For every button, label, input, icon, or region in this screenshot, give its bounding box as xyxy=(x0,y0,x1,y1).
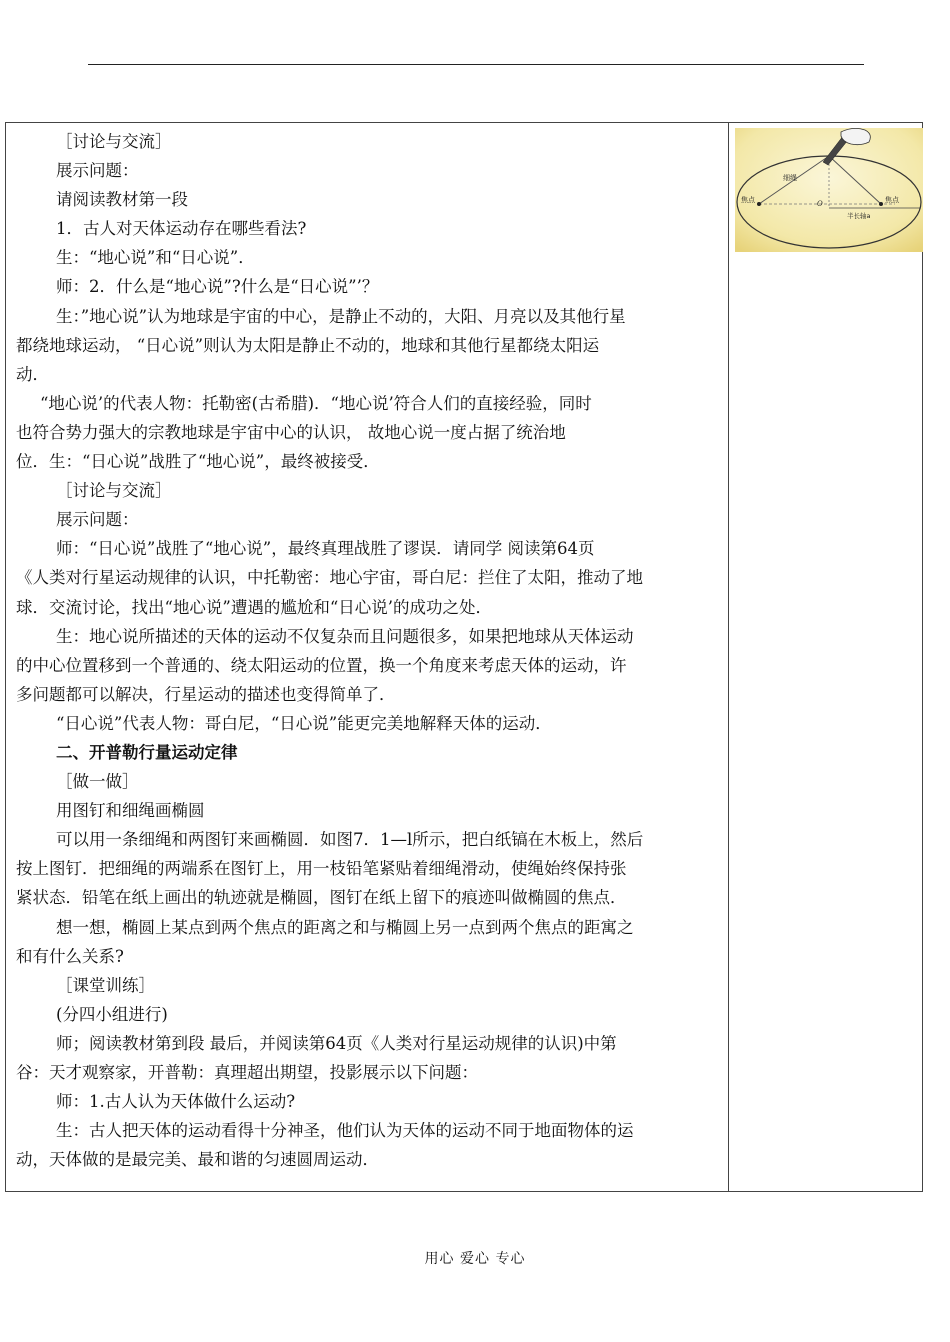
text-line: 可以用一条细绳和两图钉来画椭圆．如图7．1—l所示，把白纸镐在木板上，然后 xyxy=(56,830,644,850)
text-line: “地心说’的代表人物：托勒密(古希腊)．“地心说’符合人们的直接经验，同时 xyxy=(40,393,592,413)
text-line: 也符合势力强大的宗教地球是宇宙中心的认识， 故地心说一度占据了统治地 xyxy=(16,422,566,442)
text-line: 生：”地心说”认为地球是宇宙的中心，是静止不动的，大阳、月亮以及其他行星 xyxy=(56,306,626,326)
text-line: 按上图钉．把细绳的两端系在图钉上，用一枝铅笔紧贴着细绳滑动，使绳始终保持张 xyxy=(16,859,627,879)
header-rule xyxy=(88,64,864,65)
text-line: 1．古人对天体运动存在哪些看法? xyxy=(56,219,307,239)
ellipse-figure xyxy=(735,128,923,252)
focus-left-point xyxy=(757,202,761,206)
text-line: ［课堂训练］ xyxy=(56,975,155,995)
text-line: 用图钉和细绳画椭圆 xyxy=(56,801,205,821)
text-line: 展示问题： xyxy=(56,161,139,181)
page-footer: 用心 爱心 专心 xyxy=(424,1251,526,1267)
text-line: 球．交流讨论，找出“地心说”遭遇的尴尬和“日心说’的成功之处． xyxy=(16,597,493,617)
text-line: 多问题都可以解决，行星运动的描述也变得简单了． xyxy=(16,684,396,704)
text-line: ［讨论与交流］ xyxy=(56,132,172,151)
section-heading: 二、开普勒行量运动定律 xyxy=(56,742,238,762)
text-line: 生：古人把天体的运动看得十分神圣，他们认为天体的运动不同于地面物体的运 xyxy=(56,1121,634,1141)
text-line: 和有什么关系? xyxy=(16,946,124,966)
text-line: 想一想，椭圆上某点到两个焦点的距离之和与椭圆上另一点到两个焦点的距寓之 xyxy=(56,917,634,937)
label-rope: 细绳 xyxy=(783,174,797,182)
label-focus-right: 焦点 xyxy=(885,196,899,204)
ellipse-drawing xyxy=(735,128,923,252)
text-line: 位．生：“日心说”战胜了“地心说”，最终被接受． xyxy=(16,452,380,472)
text-line: 请阅读教材第一段 xyxy=(56,190,188,210)
label-center: O xyxy=(817,200,823,208)
text-line: ［讨论与交流］ xyxy=(56,481,172,501)
text-line: 师：2．什么是“地心说”?什么是“日心说”’？ xyxy=(56,277,379,297)
text-line: 动，天体做的是最完美、最和谐的匀速圆周运动． xyxy=(16,1150,379,1170)
text-line: 的中心位置移到一个普通的、绕太阳运动的位置，换一个角度来考虑天体的运动，许 xyxy=(16,655,627,675)
text-line: 师：1.古人认为天体做什么运动? xyxy=(56,1092,296,1112)
text-line: 师：“日心说”战胜了“地心说”，最终真理战胜了谬误．请同学 阅读第64页 xyxy=(56,539,595,559)
focus-right-point xyxy=(879,202,883,206)
text-line: 展示问题： xyxy=(56,510,139,530)
text-column xyxy=(16,127,720,1174)
text-line: 生：“地心说”和“日心说”． xyxy=(56,248,255,268)
text-line: 师；阅读教材第到段 最后，并阅读第64页《人类对行星运动规律的认识)中第 xyxy=(56,1033,617,1053)
label-semi-axis: 半长轴a xyxy=(847,212,871,220)
content-table xyxy=(5,122,923,1192)
label-focus-left: 焦点 xyxy=(741,196,755,204)
text-line: 动． xyxy=(16,364,49,384)
text-line: “日心说”代表人物：哥白尼，“日心说”能更完美地解释天体的运动． xyxy=(56,713,552,733)
text-line: ［做一做］ xyxy=(56,772,139,792)
text-line: 紧状态．铅笔在纸上画出的轨迹就是椭圆，图钉在纸上留下的痕迹叫做椭圆的焦点． xyxy=(16,888,627,908)
text-line: 生：地心说所描述的天体的运动不仅复杂而且问题很多，如果把地球从天体运动 xyxy=(56,626,634,646)
text-line: (分四小组进行) xyxy=(56,1004,168,1024)
column-divider xyxy=(728,123,729,1191)
text-line: 谷：天才观察家，开普勒：真理超出期望，投影展示以下问题： xyxy=(16,1063,478,1082)
text-line: 《人类对行星运动规律的认识，中托勒密：地心宇宙，哥白尼：拦住了太阳，推动了地 xyxy=(16,568,643,588)
text-line: 都绕地球运动， “日心说”则认为太阳是静止不动的，地球和其他行星都绕太阳运 xyxy=(16,335,600,355)
